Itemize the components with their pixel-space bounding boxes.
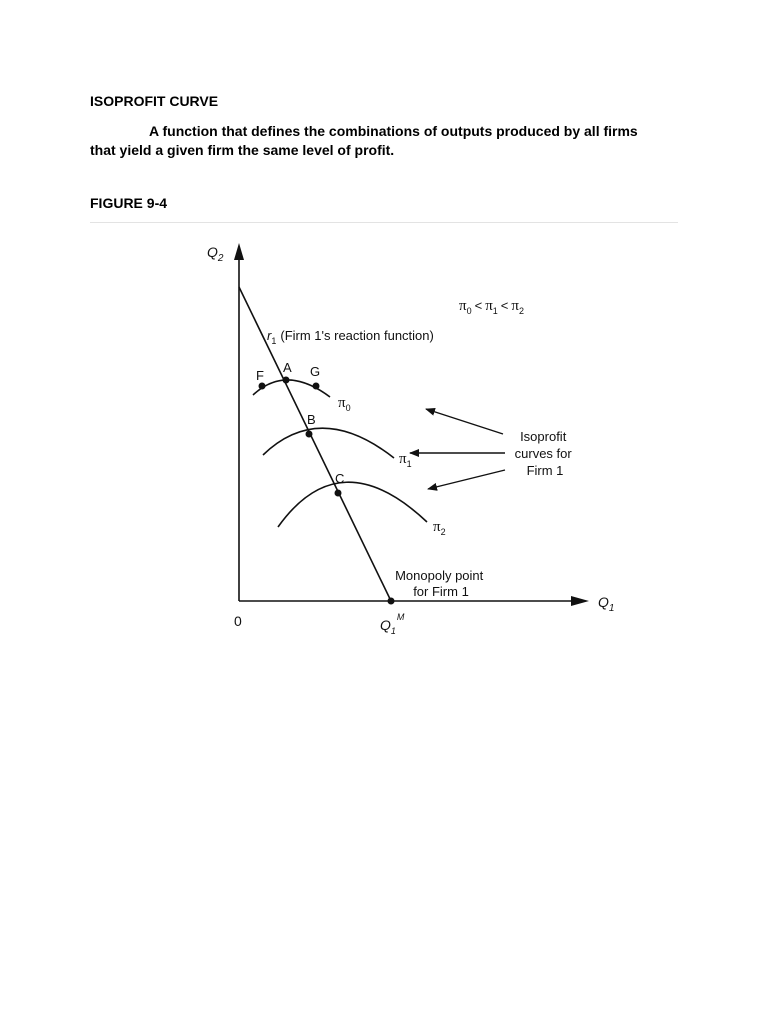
point-a-marker xyxy=(283,377,290,384)
origin-label: 0 xyxy=(234,613,242,629)
x-axis-arrow-icon xyxy=(571,596,589,606)
profit-inequality: $\pi_0 < \pi_1 < \pi_2$ xyxy=(459,298,524,316)
monopoly-note-line-2: for Firm 1 xyxy=(413,584,469,599)
curve-label-pi2: $\pi_2$ xyxy=(433,519,446,537)
isoprofit-curve-pi1 xyxy=(263,428,394,458)
point-g-label: G xyxy=(310,364,321,379)
monopoly-quantity-label: $Q_1^M$ xyxy=(380,612,405,636)
point-g-marker xyxy=(313,383,320,390)
point-f-label: F xyxy=(256,368,264,383)
section-heading: ISOPROFIT CURVE xyxy=(90,93,219,109)
y-axis-label: $Q_2$ xyxy=(207,244,224,264)
isoprofit-note-line-3: Firm 1 xyxy=(526,463,564,478)
point-c-marker xyxy=(335,490,342,497)
point-f-marker xyxy=(259,383,266,390)
monopoly-note-line-1: Monopoly point xyxy=(395,568,484,583)
definition-line-1: A function that defines the combinations of outputs produced by all firms xyxy=(149,123,638,139)
isoprofit-note-line-2: curves for xyxy=(514,446,572,461)
reaction-function-label: $r_1$ (Firm 1's reaction function) xyxy=(267,328,434,346)
curve-label-pi1: $\pi_1$ xyxy=(399,451,412,469)
arrow-to-pi0-icon xyxy=(426,409,503,434)
point-c-label: C xyxy=(335,471,345,486)
curve-label-pi0: $\pi_0$ xyxy=(338,395,351,413)
point-b-marker xyxy=(306,431,313,438)
point-a-label: A xyxy=(283,360,292,375)
monopoly-note xyxy=(395,568,487,599)
y-axis-arrow-icon xyxy=(234,243,244,260)
point-b-label: B xyxy=(307,412,316,427)
monopoly-point-marker xyxy=(388,598,395,605)
definition-line-2: that yield a given firm the same level of profit. xyxy=(90,142,395,158)
isoprofit-note-line-1: Isoprofit xyxy=(520,429,567,444)
x-axis-label: $Q_1$ xyxy=(598,594,615,614)
arrow-to-pi2-icon xyxy=(428,470,505,489)
isoprofit-note xyxy=(515,429,576,478)
figure-label: FIGURE 9-4 xyxy=(90,195,168,211)
